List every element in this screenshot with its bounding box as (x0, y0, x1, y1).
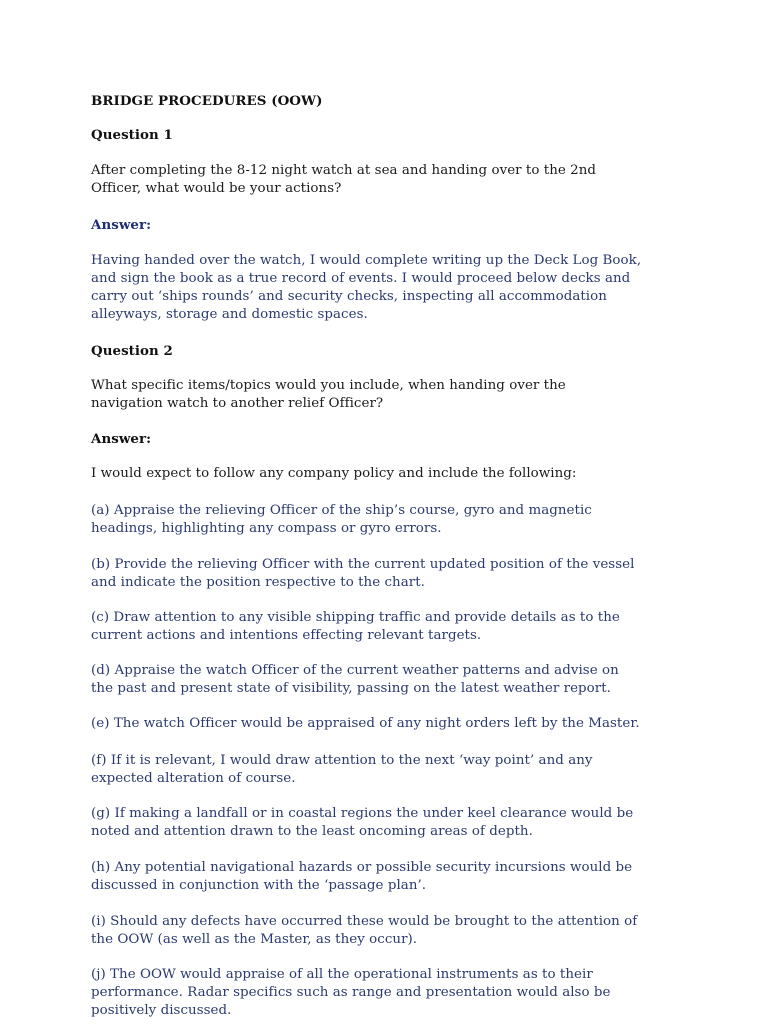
answer-1-text-line: carry out ‘ships rounds’ and security checks, inspecting all accommodation (91, 289, 607, 304)
question-2-heading: Question 2 (91, 343, 173, 359)
list-item-g-line: (g) If making a landfall or in coastal regions the under keel clearance would be (91, 806, 634, 821)
answer-1-text-line: Having handed over the watch, I would complete writing up the Deck Log Book, (91, 253, 642, 268)
list-item-b-line: and indicate the position respective to the chart. (91, 575, 425, 590)
list-item-g-line: noted and attention drawn to the least oncoming areas of depth. (91, 824, 533, 839)
list-item-f-line: expected alteration of course. (91, 771, 296, 786)
list-item-c-line: current actions and intentions effecting relevant targets. (91, 628, 482, 643)
answer-1-text-line: alleyways, storage and domestic spaces. (91, 307, 368, 322)
list-item-h-line: discussed in conjunction with the ‘passage plan’. (91, 878, 427, 893)
answer-2-label: Answer: (91, 431, 152, 447)
answer-1-label: Answer: (91, 217, 152, 233)
list-item-j-line: positively discussed. (91, 1003, 232, 1018)
list-item-c-line: (c) Draw attention to any visible shipping traffic and provide details as to the (91, 610, 620, 625)
list-item-f-line: (f) If it is relevant, I would draw attention to the next ‘way point’ and any (91, 753, 593, 768)
list-item-d-line: the past and present state of visibility, passing on the latest weather report. (91, 681, 611, 696)
list-item-e-line: (e) The watch Officer would be appraised of any night orders left by the Master. (91, 716, 640, 731)
question-1-text-line: Officer, what would be your actions? (91, 181, 342, 196)
list-item-j-line: performance. Radar specifics such as range and presentation would also be (91, 985, 611, 1000)
list-item-i-line: (i) Should any defects have occurred these would be brought to the attention of (91, 914, 638, 929)
list-item-j-line: (j) The OOW would appraise of all the operational instruments as to their (91, 967, 593, 982)
question-2-text-line: What specific items/topics would you include, when handing over the (91, 378, 566, 393)
list-item-d-line: (d) Appraise the watch Officer of the current weather patterns and advise on (91, 663, 619, 678)
question-1-text-line: After completing the 8-12 night watch at sea and handing over to the 2nd (91, 163, 597, 178)
answer-1-text-line: and sign the book as a true record of events. I would proceed below decks and (91, 271, 631, 286)
question-2-text-line: navigation watch to another relief Officer? (91, 396, 384, 411)
list-item-h-line: (h) Any potential navigational hazards or possible security incursions would be (91, 860, 633, 875)
list-item-a-line: headings, highlighting any compass or gyro errors. (91, 521, 442, 536)
list-item-b-line: (b) Provide the relieving Officer with the current updated position of the vessel (91, 557, 635, 572)
list-item-a-line: (a) Appraise the relieving Officer of the ship’s course, gyro and magnetic (91, 503, 592, 518)
question-1-heading: Question 1 (91, 127, 173, 143)
document-title: BRIDGE PROCEDURES (OOW) (91, 93, 323, 109)
list-item-i-line: the OOW (as well as the Master, as they occur). (91, 932, 418, 947)
answer-2-intro: I would expect to follow any company policy and include the following: (91, 466, 577, 481)
